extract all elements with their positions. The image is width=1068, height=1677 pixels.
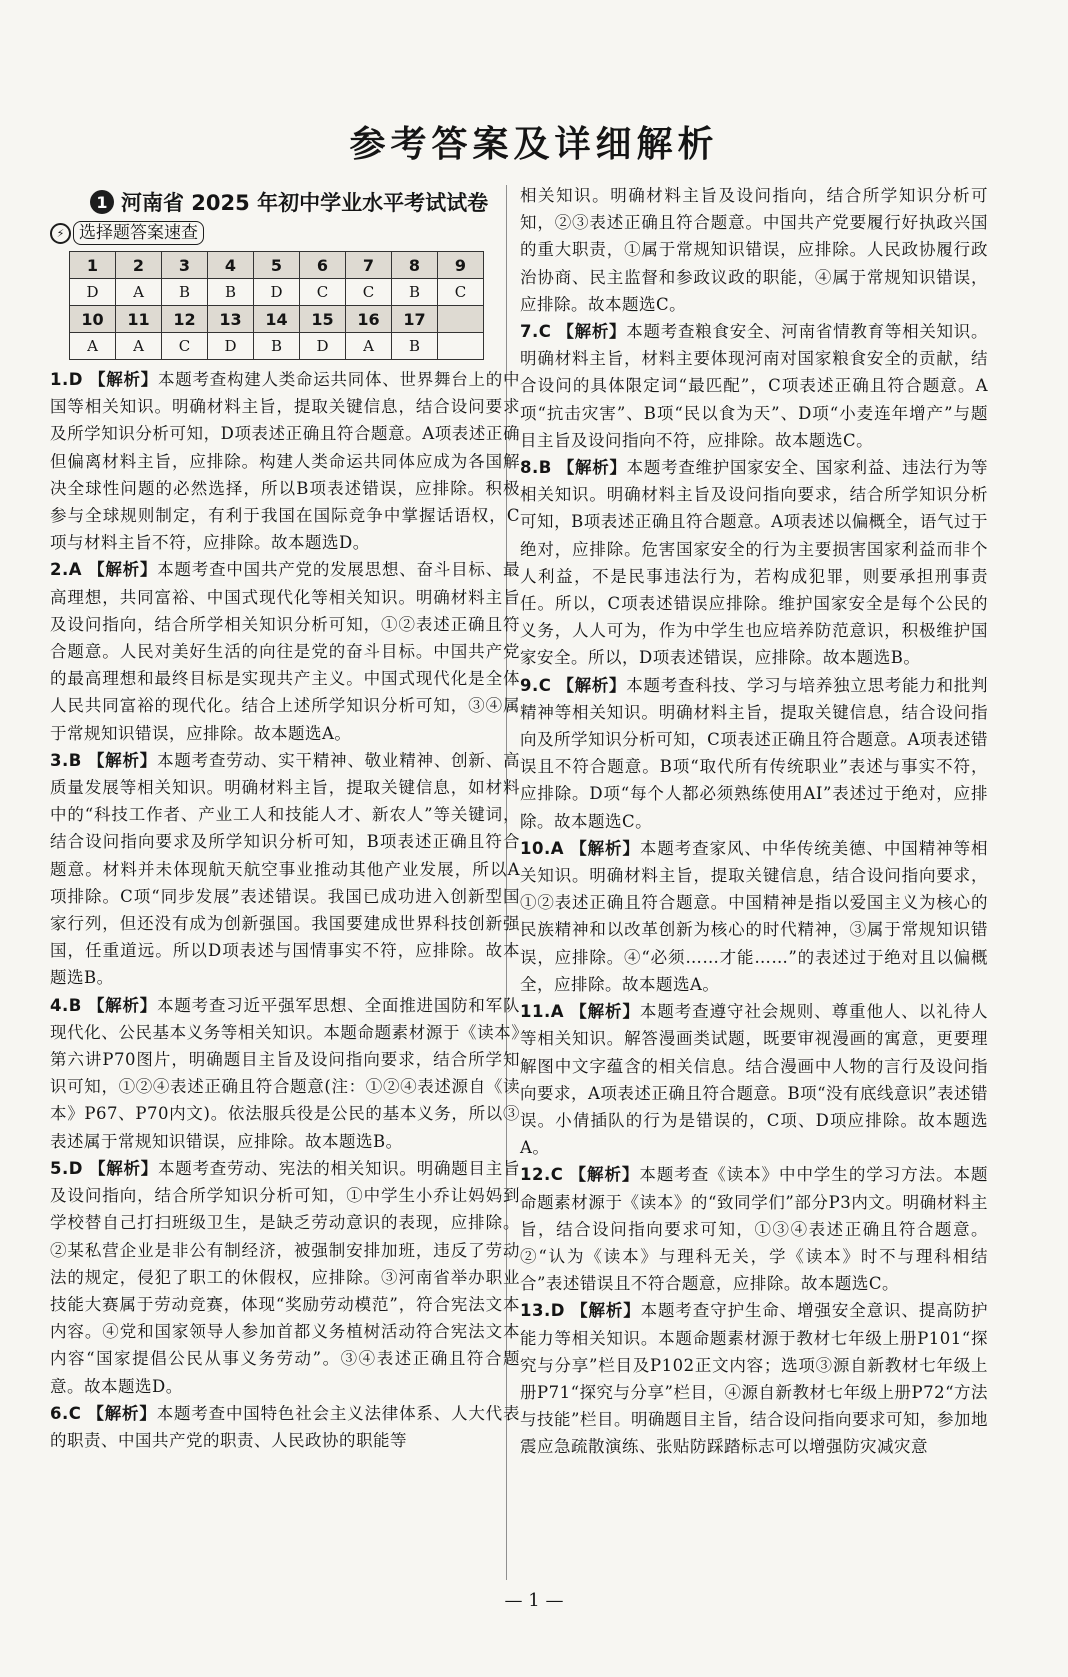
left-column	[50, 185, 520, 1454]
table-cell: C	[300, 279, 346, 306]
table-cell: A	[116, 279, 162, 306]
explanation-11: 11.A 【解析】本题考查遵守社会规则、尊重他人、以礼待人等相关知识。解答漫画类试题，既要审视漫画的寓意，更要理解图中文字蕴含的相关信息。结合漫画中人物的言行及设问指向要求，A项表述正确且符合题意。B项“没有底线意识”表述错误。小倩插队的行为是错误的，C项、D项应排除。故本题选A。	[520, 1002, 989, 1158]
table-cell: D	[70, 279, 116, 306]
paper-number-badge: 1	[90, 190, 114, 214]
explanation-12: 12.C 【解析】本题考查《读本》中中学生的学习方法。本题命题素材源于《读本》的“致同学们”部分P3内文。明确材料主旨，结合设问指向要求可知，①③④表述正确且符合题意。②“认为《读本》与理科无关，学《读本》时不与理科相结合”表述错误且不符合题意，应排除。故本题选C。	[520, 1165, 989, 1294]
table-cell: A	[116, 333, 162, 360]
table-cell: 12	[162, 306, 208, 333]
table-cell	[438, 333, 484, 360]
explanation-10: 10.A 【解析】本题考查家风、中华传统美德、中国精神等相关知识。明确材料主旨，提取关键信息，结合设问指向要求，①②表述正确且符合题意。中国精神是指以爱国主义为核心的民族精神和以改革创新为核心的时代精神，③属于常规知识错误，应排除。④“必须……才能……”的表述过于绝对且以偏概全，应排除。故本题选A。	[520, 838, 989, 994]
table-cell: 10	[70, 306, 116, 333]
explanation-6-continued: 相关知识。明确材料主旨及设问指向，结合所学知识分析可知，②③表述正确且符合题意。中国共产党要履行好执政兴国的重大职责，①属于常规知识错误，应排除。人民政协履行政治协商、民主监督和参政议政的职能，④属于常规知识错误，应排除。故本题选C。	[520, 186, 988, 314]
table-row	[70, 252, 484, 279]
table-cell: D	[208, 333, 254, 360]
table-cell: 17	[392, 306, 438, 333]
table-cell: D	[254, 279, 300, 306]
explanation-3: 3.B 【解析】本题考查劳动、实干精神、敬业精神、创新、高质量发展等相关知识。明确材料主旨，提取关键信息，如材料中的“科技工作者、产业工人和技能人才、新农人”等关键词，结合设问指向要求及所学知识分析可知，B项表述正确且符合题意。材料并未体现航天航空事业推动其他产业发展，所以A项排除。C项“同步发展”表述错误。我国已成功进入创新型国家行列，但还没有成为创新强国。我国要建成世界科技创新强国，任重道远。所以D项表述与国情事实不符，应排除。故本题选B。	[50, 750, 520, 988]
table-cell: A	[70, 333, 116, 360]
table-cell: C	[346, 279, 392, 306]
table-cell: 3	[162, 252, 208, 279]
explanation-6-start: 6.C 【解析】本题考查中国特色社会主义法律体系、人大代表的职责、中国共产党的职责、人民政协的职能等	[50, 1403, 521, 1450]
explanation-2: 2.A 【解析】本题考查中国共产党的发展思想、奋斗目标、最高理想，共同富裕、中国式现代化等相关知识。明确材料主旨及设问指向，结合所学相关知识分析可知，①②表述正确且符合题意。人民对美好生活的向往是党的奋斗目标。中国共产党的最高理想和最终目标是实现共产主义。中国式现代化是全体人民共同富裕的现代化。结合上述所学知识分析可知，③④属于常规知识错误，应排除。故本题选A。	[50, 560, 521, 743]
explanation-8: 8.B 【解析】本题考查维护国家安全、国家利益、违法行为等相关知识。明确材料主旨及设问指向要求，结合所学知识分析可知，B项表述正确且符合题意。A项表述以偏概全，语气过于绝对，应排除。危害国家安全的行为主要损害国家利益而非个人利益，不是民事违法行为，若构成犯罪，则要承担刑事责任。所以，C项表述错误应排除。维护国家安全是每个公民的义务，人人可为，作为中学生也应培养防范意识，积极维护国家安全。所以，D项表述错误，应排除。故本题选B。	[520, 458, 989, 668]
table-cell: 4	[208, 252, 254, 279]
table-cell: B	[162, 279, 208, 306]
table-cell: 6	[300, 252, 346, 279]
lightning-icon: ⚡	[50, 223, 71, 244]
table-cell: C	[438, 279, 484, 306]
explanation-7: 7.C 【解析】本题考查粮食安全、河南省情教育等相关知识。明确材料主旨，材料主要体现河南对国家粮食安全的贡献，结合设问的具体限定词“最匹配”，C项表述正确且符合题意。A项“抗击灾害”、B项“民以食为天”、D项“小麦连年增产”与题目主旨及设问指向不符，应排除。故本题选C。	[520, 322, 989, 450]
table-cell: A	[346, 333, 392, 360]
table-row	[70, 333, 484, 360]
table-cell: 9	[438, 252, 484, 279]
table-cell	[438, 306, 484, 333]
explanation-5: 5.D 【解析】本题考查劳动、宪法的相关知识。明确题目主旨及设问指向，结合所学知识分析可知，①中学生小乔让妈妈到学校替自己打扫班级卫生，是缺乏劳动意识的表现，应排除。②某私营企业是非公有制经济，被强制安排加班，违反了劳动法的规定，侵犯了职工的休假权，应排除。③河南省举办职业技能大赛属于劳动竞赛，体现“奖励劳动模范”，符合宪法文本内容。④党和国家领导人参加首都义务植树活动符合宪法文本内容“国家提倡公民从事义务劳动”。③④表述正确且符合题意。故本题选D。	[50, 1158, 521, 1396]
explanation-4: 4.B 【解析】本题考查习近平强军思想、全面推进国防和军队现代化、公民基本义务等相关知识。本题命题素材源于《读本》第六讲P70图片，明确题目主旨及设问指向要求，结合所学知识可知，①②④表述正确且符合题意(注：①②④表述源自《读本》P67、P70内文)。依法服兵役是公民的基本义务，所以③表述属于常规知识错误，应排除。故本题选B。	[50, 995, 520, 1151]
quick-check-text: 选择题答案速查	[73, 221, 204, 245]
page-title: 参考答案及详细解析	[349, 124, 719, 165]
table-cell: 13	[208, 306, 254, 333]
page-number: — 1 —	[504, 1590, 564, 1611]
answer-table	[69, 251, 484, 360]
table-cell: 16	[346, 306, 392, 333]
table-row	[70, 306, 484, 333]
explanation-9: 9.C 【解析】本题考查科技、学习与培养独立思考能力和批判精神等相关知识。明确材料主旨，提取关键信息，结合设问指向及所学知识分析可知，C项表述正确且符合题意。A项表述错误且不符合题意。B项“取代所有传统职业”表述与事实不符，应排除。D项“每个人都必须熟练使用AI”表述过于绝对，应排除。故本题选C。	[520, 675, 989, 831]
table-cell: 15	[300, 306, 346, 333]
explanation-13: 13.D 【解析】本题考查守护生命、增强安全意识、提高防护能力等相关知识。本题命题素材源于教材七年级上册P101“探究与分享”栏目及P102正文内容；选项③源自新教材七年级上册P71“探究与分享”栏目，④源自新教材七年级上册P72“方法与技能”栏目。明确题目主旨，结合设问指向要求可知，参加地震应急疏散演练、张贴防踩踏标志可以增强防灾减灾意	[520, 1301, 989, 1457]
table-cell: D	[300, 333, 346, 360]
table-cell: 5	[254, 252, 300, 279]
paper-heading	[50, 185, 520, 219]
table-cell: 11	[116, 306, 162, 333]
table-cell: 14	[254, 306, 300, 333]
paper-title: 河南省 2025 年初中学业水平考试试卷	[121, 191, 489, 215]
table-cell: 8	[392, 252, 438, 279]
table-cell: 2	[116, 252, 162, 279]
table-cell: C	[162, 333, 208, 360]
table-cell: B	[392, 279, 438, 306]
table-cell: B	[208, 279, 254, 306]
answer-quick-check-label	[50, 220, 520, 246]
table-cell: 7	[346, 252, 392, 279]
table-cell: B	[254, 333, 300, 360]
explanation-1: 1.D 【解析】本题考查构建人类命运共同体、世界舞台上的中国等相关知识。明确材料主旨，提取关键信息，结合设问要求及所学知识分析可知，D项表述正确且符合题意。A项表述正确但偏离材料主旨，应排除。构建人类命运共同体应成为各国解决全球性问题的必然选择，所以B项表述错误，应排除。积极参与全球规则制定，有利于我国在国际竞争中掌握话语权，C项与材料主旨不符，应排除。故本题选D。	[50, 370, 521, 553]
table-cell: B	[392, 333, 438, 360]
table-row	[70, 279, 484, 306]
table-cell: 1	[70, 252, 116, 279]
right-column	[520, 182, 988, 1461]
